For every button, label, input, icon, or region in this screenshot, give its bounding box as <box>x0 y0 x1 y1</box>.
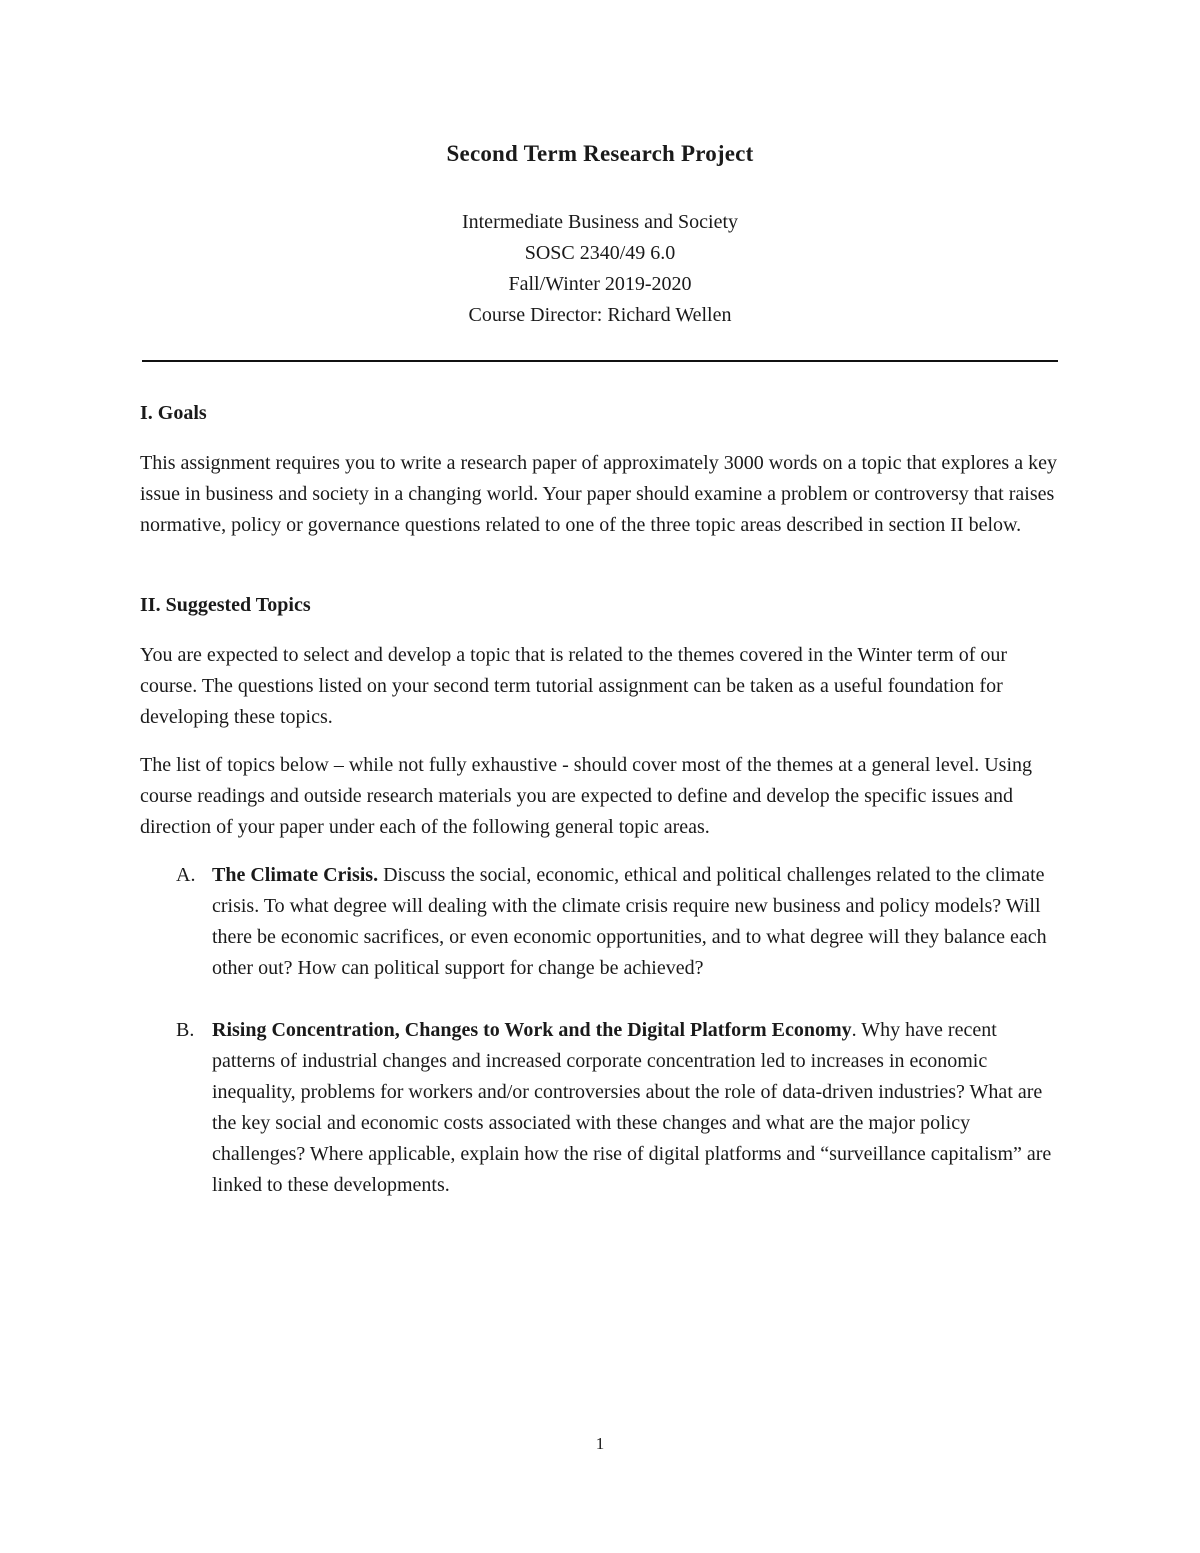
course-code: SOSC 2340/49 6.0 <box>524 242 676 264</box>
list-marker: A. <box>176 864 196 886</box>
list-marker: B. <box>176 1019 195 1041</box>
course-director: Course Director: Richard Wellen <box>468 304 732 326</box>
topic-title: The Climate Crisis. <box>212 864 379 886</box>
goals-heading: I. Goals <box>140 402 207 424</box>
topic-item-a <box>140 860 1060 984</box>
topics-heading: II. Suggested Topics <box>140 594 311 616</box>
page-number: 1 <box>595 1434 605 1453</box>
topic-text: Discuss the social, economic, ethical and political challenges related to the climate crisis. To what degree will dealing with the climate crisis require new business and policy models? Will there be economic sacrifices, or even economic opportunities, and to what degree will they balance each other out? How can political support for change be achieved? <box>212 864 1047 979</box>
course-name: Intermediate Business and Society <box>461 211 739 233</box>
topic-title: Rising Concentration, Changes to Work and the Digital Platform Economy <box>212 1019 852 1041</box>
course-term: Fall/Winter 2019-2020 <box>508 273 692 295</box>
topic-item-b <box>140 1015 1060 1201</box>
document-title: Second Term Research Project <box>446 141 754 166</box>
course-info <box>0 207 1200 331</box>
horizontal-divider <box>142 360 1058 362</box>
document-body <box>140 398 1060 1201</box>
topics-paragraph-1: You are expected to select and develop a topic that is related to the themes covered in the Winter term of our course. The questions listed on your second term tutorial assignment can be taken as a useful foundation for developing these topics. <box>140 644 1008 728</box>
topic-text: . Why have recent patterns of industrial changes and increased corporate concentration led to increases in economic inequality, problems for workers and/or controversies about the role of data-driven industries? What are the key social and economic costs associated with these changes and what are the major policy challenges? Where applicable, explain how the rise of digital platforms and “surveillance capitalism” are linked to these developments. <box>212 1019 1052 1196</box>
topics-paragraph-2: The list of topics below – while not fully exhaustive - should cover most of the themes at a general level. Using course readings and outside research materials you are expected to define and develop the specific issues and direction of your paper under each of the following general topic areas. <box>140 754 1033 838</box>
goals-paragraph: This assignment requires you to write a research paper of approximately 3000 words on a topic that explores a key issue in business and society in a changing world. Your paper should examine a problem or controversy that raises normative, policy or governance questions related to one of the three topic areas described in section II below. <box>140 452 1057 536</box>
